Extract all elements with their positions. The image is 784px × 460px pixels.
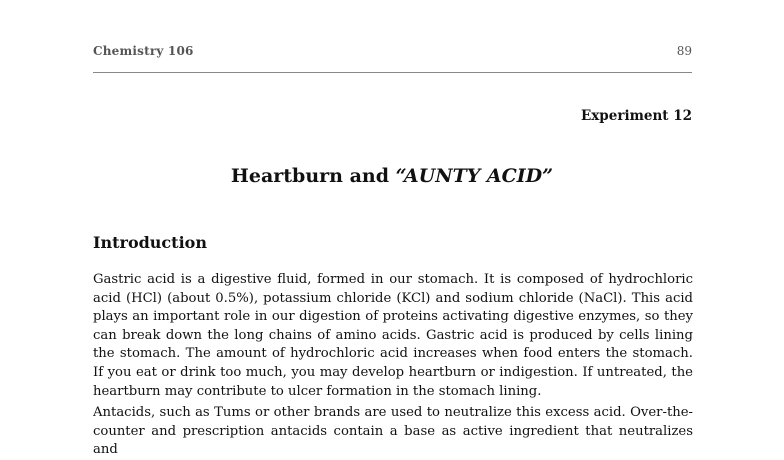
document-title bbox=[0, 165, 784, 187]
running-header bbox=[93, 44, 692, 62]
section-heading-introduction: Introduction bbox=[93, 233, 207, 252]
title-text: Heartburn and bbox=[230, 165, 396, 187]
course-name: Chemistry 106 bbox=[93, 44, 194, 58]
title-emphasis: “AUNTY ACID” bbox=[395, 165, 554, 187]
paragraph-gastric-acid: Gastric acid is a digestive fluid, formed in our stomach. It is composed of hydrochloric acid (HCl) (about 0.5%), potassium chloride (KCl) and sodium chloride (NaCl). This acid plays an important role in our digestion of proteins activating digestive enzymes, so they can break down the long chains of amino acids. Gastric acid is produced by cells lining the stomach. The amount of hydrochloric acid increases when food enters the stomach. If you eat or drink too much, you may develop heartburn or indigestion. If untreated, the heartburn may contribute to ulcer formation in the stomach lining. bbox=[93, 272, 693, 399]
page-number: 89 bbox=[676, 44, 692, 58]
experiment-label: Experiment 12 bbox=[580, 108, 692, 124]
header-divider bbox=[93, 72, 692, 73]
paragraph-antacids: Antacids, such as Tums or other brands are used to neutralize this excess acid. Over-the-counter and prescription antacids contain a base as active ingredient that neutralizes and bbox=[93, 405, 693, 458]
